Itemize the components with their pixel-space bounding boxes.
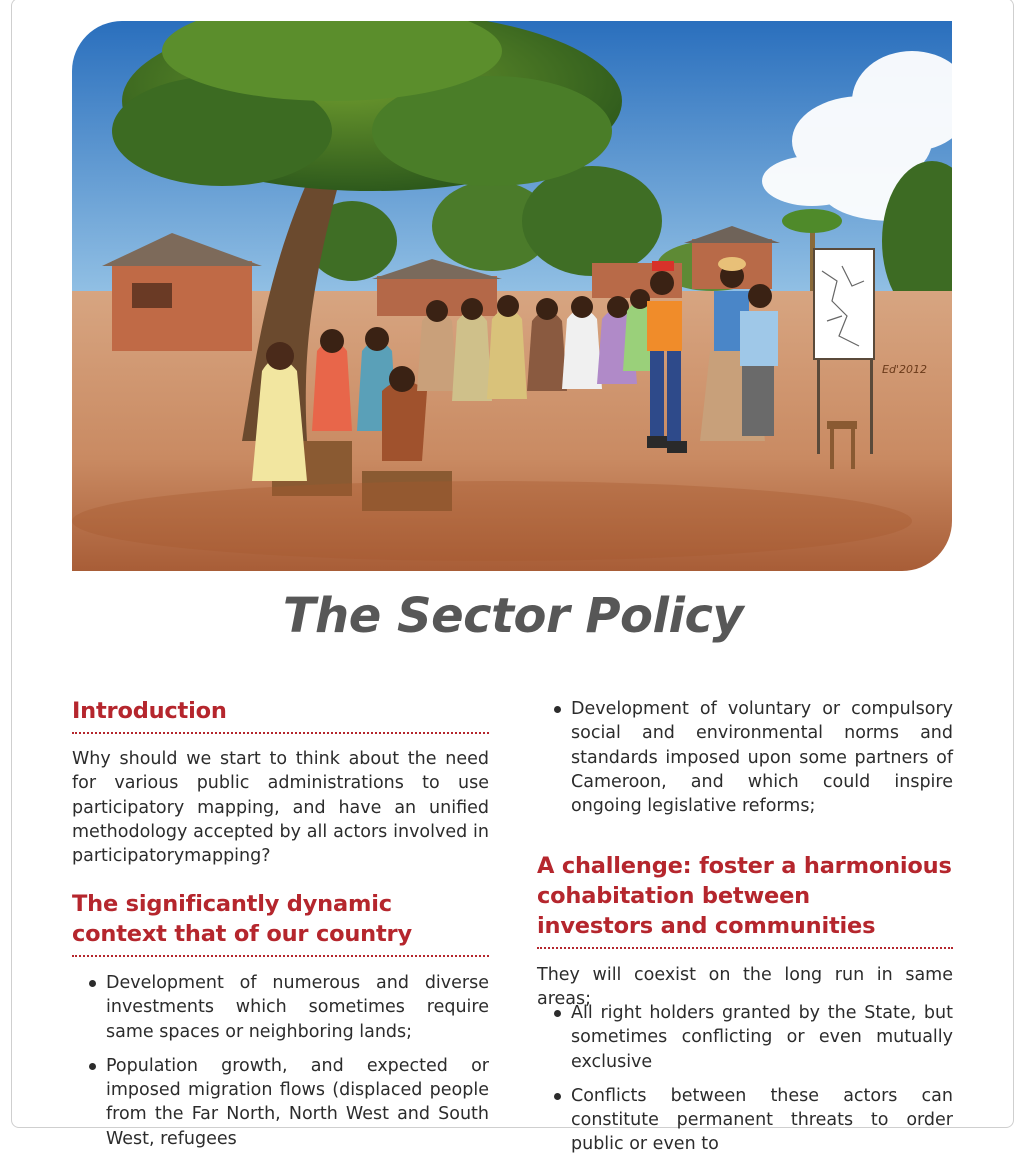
challenge-heading-line2: cohabitation between [537,883,810,909]
introduction-heading: Introduction [72,696,489,734]
illustration-signature: Ed'2012 [882,363,927,376]
introduction-text: Why should we start to think about the need for various public administrations to use participatory mapping, and have an unified methodology accepted by all actors involved in participatorymapping? [72,749,489,867]
context-bullet-list [72,971,489,1161]
challenge-heading [537,851,953,949]
page-title: The Sector Policy [282,588,744,644]
context-heading-line2: context that of our country [72,921,412,947]
challenge-heading-line3: investors and communities [537,913,876,939]
context-heading [72,889,489,957]
list-item: Development of numerous and diverse investments which sometimes require same spaces or neighboring lands; [72,971,489,1044]
list-item: Population growth, and expected or imposed migration flows (displaced people from the Far North, North West and South West, refugees [72,1054,489,1151]
challenge-heading-line1: A challenge: foster a harmonious [537,853,952,879]
challenge-intro: They will coexist on the long run in same areas; [537,965,953,1010]
norms-bullet-list [537,697,953,828]
list-item: All right holders granted by the State, but sometimes conflicting or even mutually exclusive [537,1001,953,1074]
meeting-illustration-svg [72,21,952,571]
challenge-bullet-list [537,1001,953,1167]
context-heading-line1: The significantly dynamic [72,891,392,917]
meeting-illustration [72,21,952,571]
list-item: Development of voluntary or compulsory social and environmental norms and standards imposed upon some partners of Cameroon, and which could inspire ongoing legislative reforms; [537,697,953,818]
list-item: Conflicts between these actors can constitute permanent threats to order public or even to [537,1084,953,1157]
